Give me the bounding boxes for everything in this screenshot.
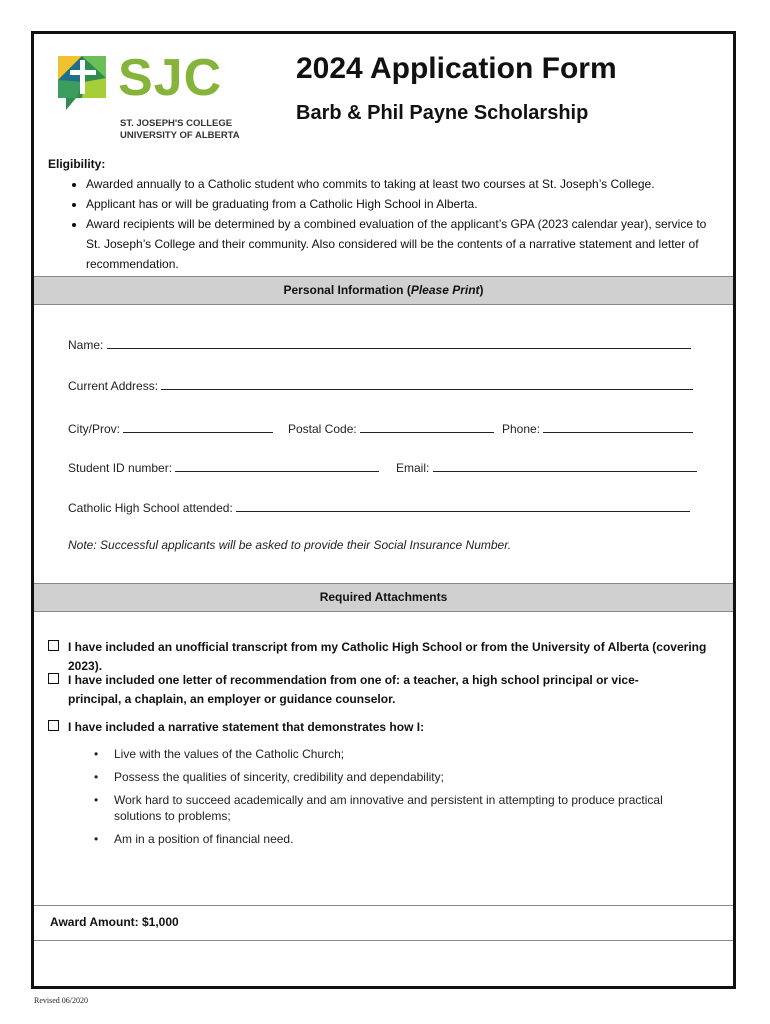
list-item-text: Live with the values of the Catholic Church; — [114, 747, 345, 761]
list-item-text: Possess the qualities of sincerity, credibility and dependability; — [114, 770, 444, 784]
checkbox[interactable] — [48, 720, 59, 731]
list-item — [94, 769, 694, 785]
phone-field[interactable] — [502, 420, 693, 436]
sjc-logo — [54, 49, 240, 141]
student-id-label: Student ID number: — [68, 461, 173, 475]
school-field[interactable] — [68, 499, 690, 515]
logo-brand: SJC — [118, 49, 223, 107]
bullet: • — [94, 832, 99, 846]
address-input-line[interactable] — [161, 377, 693, 390]
bullet: • — [94, 793, 99, 807]
attachments-heading: Required Attachments — [34, 583, 733, 612]
form-subtitle: Barb & Phil Payne Scholarship — [296, 102, 589, 124]
revised-date: Revised 06/2020 — [34, 996, 88, 1005]
attachment-narrative[interactable] — [48, 718, 728, 738]
eligibility-section — [48, 154, 721, 274]
attachment-label: I have included a narrative statement that demonstrates how I: — [68, 720, 425, 734]
bullet: • — [94, 747, 99, 761]
form-frame — [31, 31, 736, 989]
personal-heading-suffix: ) — [479, 283, 484, 297]
attachment-label: I have included one letter of recommendation from one of: a teacher, a high school principal or vice-principal, a chaplain, an employer or guidance counselor. — [68, 673, 639, 706]
attachment-recommendation[interactable] — [48, 671, 728, 711]
city-field[interactable] — [68, 420, 273, 436]
logo-mark-icon — [54, 52, 110, 114]
logo-line1: ST. JOSEPH'S COLLEGE — [120, 118, 233, 129]
attachment-label: I have included an unofficial transcript from my Catholic High School or from the University of Alberta (covering 2023). — [68, 640, 707, 673]
sin-note: Note: Successful applicants will be asked to provide their Social Insurance Number. — [68, 538, 512, 552]
student-id-input-line[interactable] — [175, 459, 379, 472]
address-label: Current Address: — [68, 379, 159, 393]
logo-line2: UNIVERSITY OF ALBERTA — [120, 130, 240, 141]
name-label: Name: — [68, 338, 104, 352]
award-amount: Award Amount: $1,000 — [34, 905, 733, 941]
postal-field[interactable] — [288, 420, 494, 436]
email-input-line[interactable] — [433, 459, 697, 472]
name-field[interactable] — [68, 336, 691, 352]
school-label: Catholic High School attended: — [68, 501, 233, 515]
email-label: Email: — [396, 461, 430, 475]
list-item — [94, 831, 694, 847]
bullet: • — [94, 770, 99, 784]
form-title: 2024 Application Form — [296, 52, 617, 85]
postal-label: Postal Code: — [288, 422, 357, 436]
list-item-text: Am in a position of financial need. — [114, 832, 294, 846]
name-input-line[interactable] — [107, 336, 691, 349]
phone-input-line[interactable] — [543, 420, 693, 433]
checkbox[interactable] — [48, 673, 59, 684]
student-id-field[interactable] — [68, 459, 379, 475]
city-input-line[interactable] — [123, 420, 273, 433]
narrative-criteria-list — [94, 746, 694, 854]
phone-label: Phone: — [502, 422, 541, 436]
email-field[interactable] — [396, 459, 697, 475]
eligibility-item: • Awarded annually to a Catholic student who commits to taking at least two courses at St. Joseph’s College. — [86, 174, 721, 194]
attachment-transcript[interactable] — [48, 638, 728, 673]
personal-heading-emphasis: Please Print — [410, 283, 480, 297]
postal-input-line[interactable] — [360, 420, 494, 433]
list-item — [94, 746, 694, 762]
school-input-line[interactable] — [236, 499, 690, 512]
address-field[interactable] — [68, 377, 693, 393]
city-label: City/Prov: — [68, 422, 121, 436]
personal-heading-prefix: Personal Information ( — [283, 283, 411, 297]
checkbox[interactable] — [48, 640, 59, 651]
list-item-text: Work hard to succeed academically and am innovative and persistent in attempting to produce practical solutions to problems; — [114, 793, 663, 823]
eligibility-label: Eligibility: — [48, 157, 106, 171]
eligibility-item: • Award recipients will be determined by a combined evaluation of the applicant’s GPA (2023 calendar year), service to St. Joseph’s College and their community. Also considered will be the contents of a narrative statement and letter of recommendation. — [86, 214, 721, 274]
personal-info-heading — [34, 276, 733, 305]
eligibility-item: • Applicant has or will be graduating from a Catholic High School in Alberta. — [86, 194, 721, 214]
list-item — [94, 792, 694, 824]
